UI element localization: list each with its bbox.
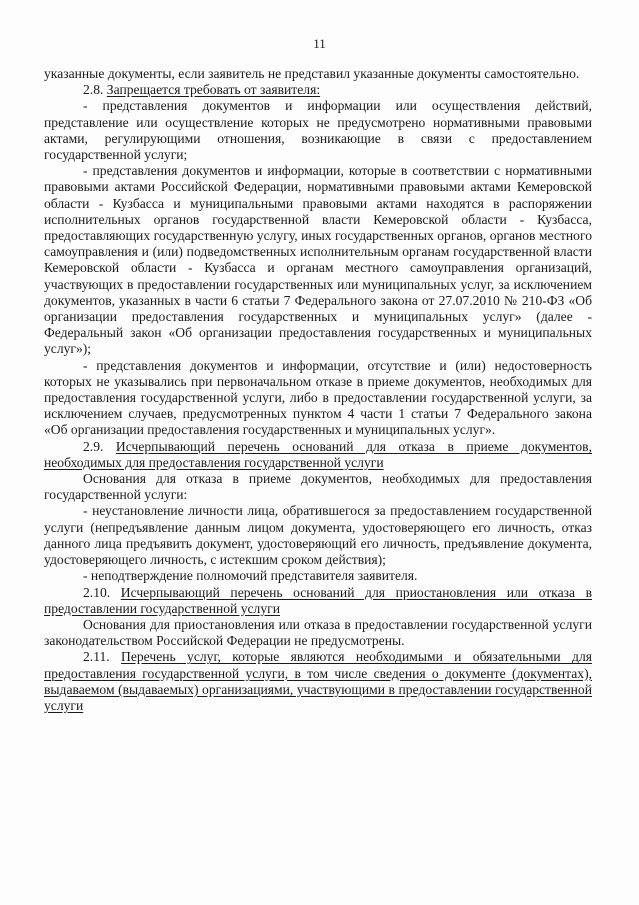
section-heading: Перечень услуг, которые являются необходимыми и обязательными для предоставления государственной услуги, в том числе сведения о документе (документах), выдаваемом (выдаваемых) организациями, участвующими в предоставлении государственной услуги — [44, 649, 592, 713]
paragraph-continuation: указанные документы, если заявитель не представил указанные документы самостоятельно. — [44, 66, 580, 81]
list-item-2: - представления документов и информации, которые в соответствии с нормативными правовыми актами Российской Федерации, нормативными правовыми актами Кемеровской области - Кузбасса и муниципальными правовыми актами находятся в распоряжении исполнительных органов государственной власти Кемеровской области - Кузбасса, предоставляющих государственную услугу, иных государственных органов, органов местного самоуправления и (или) подведомственных исполнительным органам государственной власти Кемеровской области - Кузбасса и органам местного самоуправления организаций, участвующих в предоставлении государственных или муниципальных услуг, за исключением документов, указанных в части 6 статьи 7 Федерального закона от 27.07.2010 № 210-ФЗ «Об организации предоставления государственных и муниципальных услуг» (далее - Федеральный закон «Об организации предоставления государственных и муниципальных услуг»); — [44, 163, 592, 357]
section-number: 2.10. — [83, 584, 111, 600]
paragraph-no-grounds: Основания для приостановления или отказа в предоставлении государственной услуги законодательством Российской Федерации не предусмотрены. — [44, 616, 592, 649]
section-number: 2.11. — [83, 649, 110, 665]
section-number: 2.9. — [83, 438, 104, 454]
page-number: 11 — [313, 36, 326, 51]
paragraph-grounds: Основания для отказа в приеме документов, необходимых для предоставления государственной услуги: — [44, 471, 592, 503]
section-heading: Запрещается требовать от заявителя: — [106, 82, 321, 98]
document-body — [44, 66, 592, 714]
list-item-3: - представления документов и информации, отсутствие и (или) недостоверность которых не указывались при первоначальном отказе в приеме документов, необходимых для предоставления государственной услуги, либо в предоставлении государственной услуги, за исключением случаев, предусмотренных пунктом 4 части 1 статьи 7 Федерального закона «Об организации предоставления государственных и муниципальных услуг». — [44, 357, 592, 438]
section-2-8 — [44, 82, 592, 98]
list-item-5: - неподтверждение полномочий представителя заявителя. — [83, 568, 418, 584]
section-2-11 — [44, 649, 592, 714]
list-item-4: - неустановление личности лица, обратившегося за предоставлением государственной услуги (непредъявление данным лицом документа, удостоверяющего его личность, отказ данного лица предъявить документ, удостоверяющий его личность, предъявление документа, удостоверяющего личность, с истекшим сроком действия); — [44, 503, 592, 568]
section-number: 2.8. — [83, 82, 104, 98]
section-heading: Исчерпывающий перечень оснований для приостановления или отказа в предоставлении государственной услуги — [44, 584, 592, 616]
section-2-9 — [44, 439, 592, 471]
list-item-1: - представления документов и информации или осуществления действий, представление или осуществление которых не предусмотрено нормативными правовыми актами, регулирующими отношения, возникающие в связи с предоставлением государственной услуги; — [44, 98, 592, 163]
section-heading: Исчерпывающий перечень оснований для отказа в приеме документов, необходимых для предоставления государственной услуги — [44, 438, 592, 470]
section-2-10 — [44, 585, 592, 617]
